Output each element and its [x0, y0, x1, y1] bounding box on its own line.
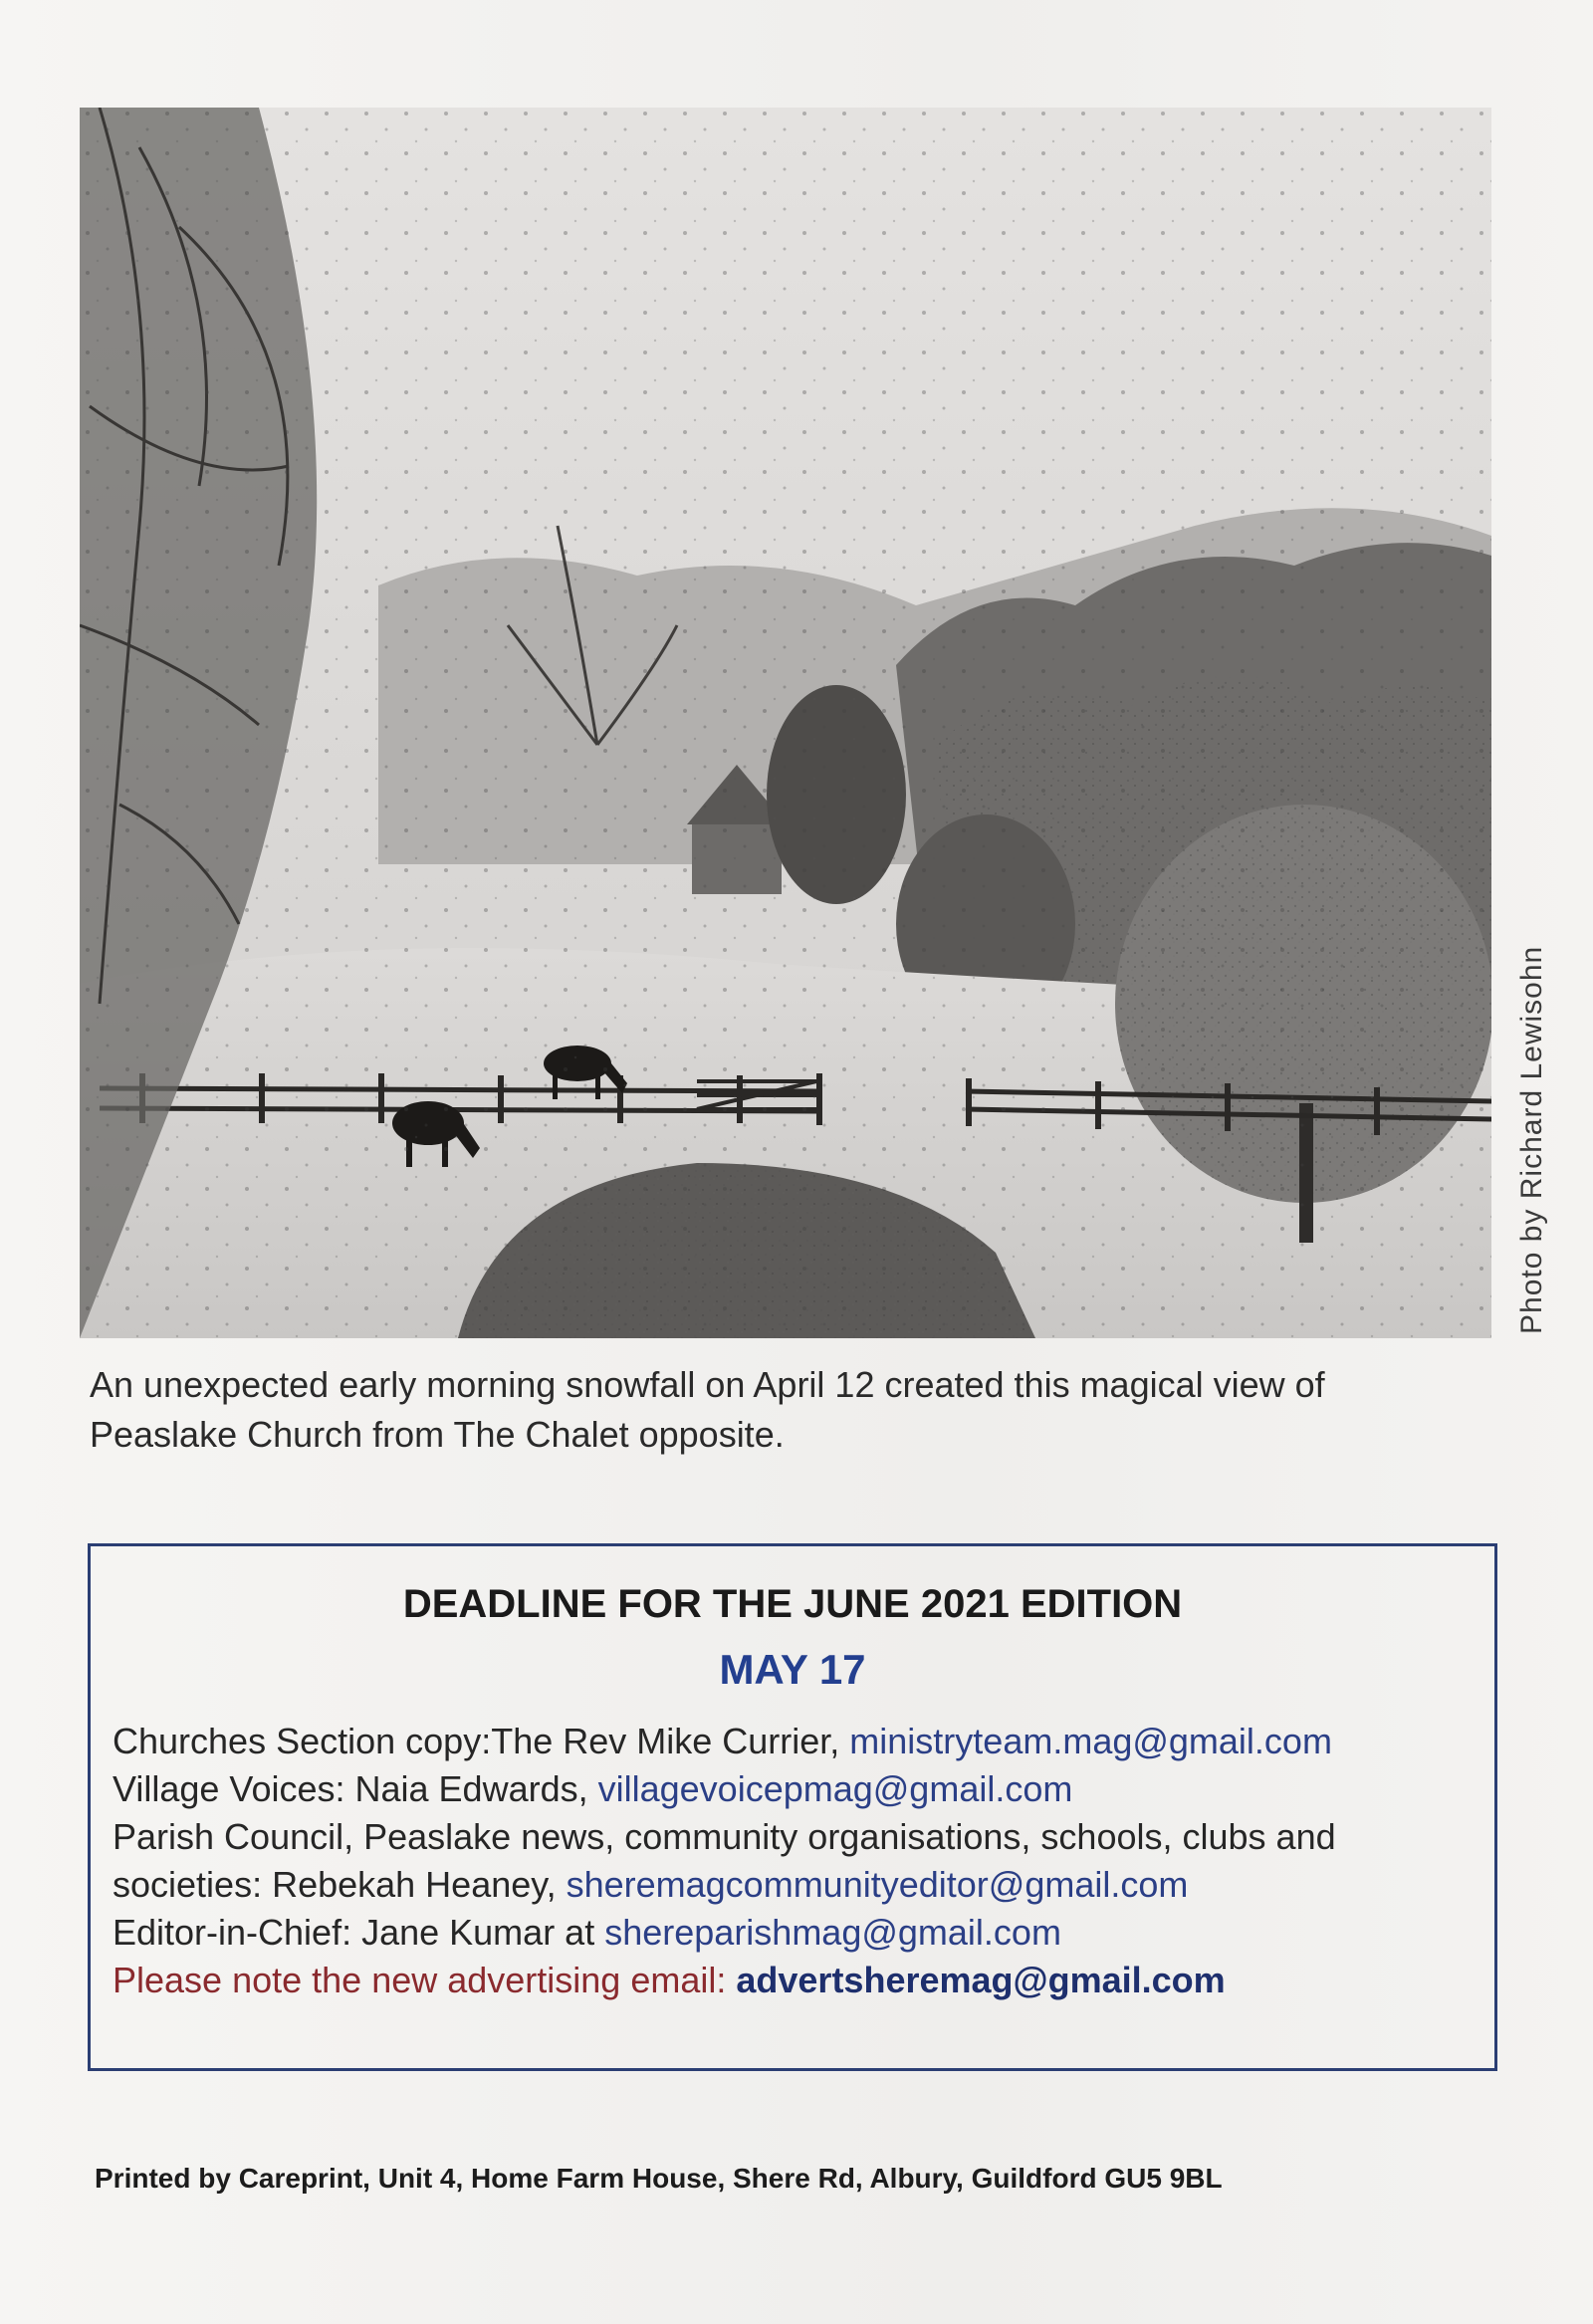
- advertising-note-label: Please note the new advertising email:: [113, 1960, 737, 2000]
- email-link[interactable]: ministryteam.mag@gmail.com: [849, 1721, 1332, 1761]
- contact-societies: [113, 1861, 1496, 1909]
- snow-landscape-image: [80, 108, 1491, 1338]
- contact-label: societies: Rebekah Heaney,: [113, 1864, 567, 1905]
- contact-label: Churches Section copy:The Rev Mike Currier,: [113, 1721, 850, 1761]
- caption-line-2: Peaslake Church from The Chalet opposite.: [90, 1414, 785, 1455]
- printer-imprint: Printed by Careprint, Unit 4, Home Farm House, Shere Rd, Albury, Guildford GU5 9BL: [95, 2163, 1223, 2194]
- contact-label: Village Voices: Naia Edwards,: [113, 1768, 598, 1809]
- contact-village-voices: [113, 1765, 1496, 1813]
- snow-landscape-photo: [80, 108, 1491, 1338]
- contact-churches: [113, 1718, 1496, 1765]
- caption-line-1: An unexpected early morning snowfall on April 12 created this magical view of: [90, 1364, 1325, 1405]
- email-link[interactable]: sheremagcommunityeditor@gmail.com: [566, 1864, 1189, 1905]
- deadline-notice-box: [88, 1543, 1497, 2071]
- advertising-note: [113, 1957, 1496, 2004]
- contact-parish-council: [113, 1813, 1496, 1861]
- advertising-email-link[interactable]: advertsheremag@gmail.com: [736, 1960, 1226, 2000]
- email-link[interactable]: villagevoicepmag@gmail.com: [597, 1768, 1073, 1809]
- contact-label: Editor-in-Chief: Jane Kumar at: [113, 1912, 605, 1953]
- deadline-title: DEADLINE FOR THE JUNE 2021 EDITION: [402, 1582, 1183, 1626]
- contact-list: [113, 1718, 1496, 2004]
- photo-credit: Photo by Richard Lewisohn: [1515, 945, 1548, 1334]
- photo-caption: [90, 1360, 1503, 1460]
- contact-label: Parish Council, Peaslake news, community organisations, schools, clubs and: [113, 1816, 1336, 1857]
- email-link[interactable]: shereparishmag@gmail.com: [604, 1912, 1061, 1953]
- deadline-date: MAY 17: [719, 1646, 866, 1693]
- contact-editor-in-chief: [113, 1909, 1496, 1957]
